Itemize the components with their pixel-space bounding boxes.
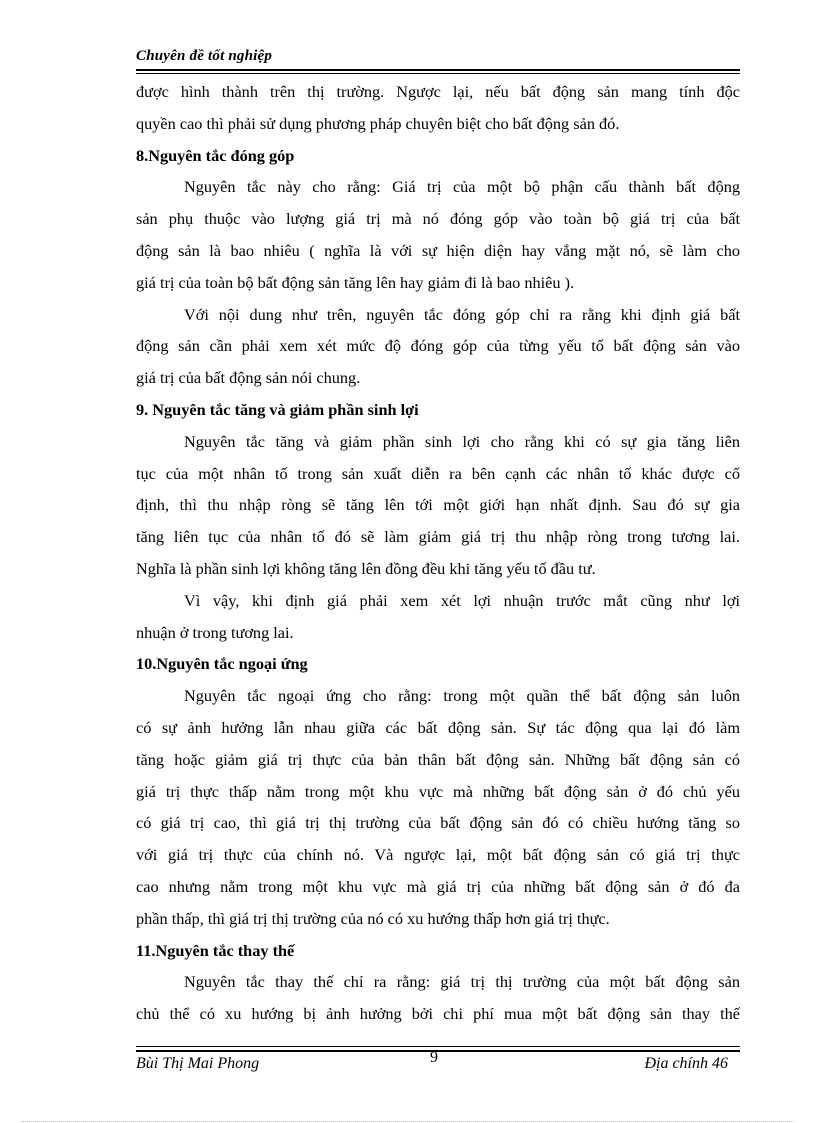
section-heading: 11.Nguyên tắc thay thế [136,940,295,960]
text-line: tăng hoặc giảm giá trị thực của bản thân bất động sản. Những bất động sản có [136,749,740,769]
footer-department: Địa chính 46 [644,1055,728,1072]
text-line: Với nội dung như trên, nguyên tắc đóng góp chỉ ra rằng khi định giá bất [184,304,740,324]
page-bottom-divider [22,1121,794,1122]
text-line: được hình thành trên thị trường. Ngược lại, nếu bất động sản mang tính độc [136,82,740,101]
text-line: động sản là bao nhiêu ( nghĩa là với sự hiện diện hay vắng mặt nó, sẽ làm cho [136,240,740,260]
text-line: Nguyên tắc ngoại ứng cho rằng: trong một quần thể bất động sản luôn [184,686,740,706]
text-line: giá trị của toàn bộ bất động sản tăng lên hay giảm đi là bao nhiêu ). [136,272,575,292]
header-title: Chuyên đề tốt nghiệp [136,48,273,64]
text-line: phần thấp, thì giá trị thị trường của nó có xu hướng thấp hơn giá trị thực. [136,908,610,928]
footer-rule-bottom [136,1050,740,1052]
text-line: Vì vậy, khi định giá phải xem xét lợi nhuận trước mắt cũng như lợi [184,590,740,610]
text-line: Nguyên tắc này cho rằng: Giá trị của một bộ phận cấu thành bất động [184,177,740,197]
page-number: 9 [430,1049,438,1066]
text-line: giá trị của bất động sản nói chung. [136,368,361,388]
footer [136,1049,740,1079]
header-rule-top [136,69,740,71]
header-rule-bottom [136,73,740,74]
text-line: có giá trị cao, thì giá trị thị trường của bất động sản đó có chiều hướng tăng so [136,813,740,833]
section-heading: 8.Nguyên tắc đóng góp [136,145,295,165]
text-line: tục của một nhân tố trong sản xuất diễn ra bên cạnh các nhân tố khác được cố [136,463,740,483]
text-line: định, thì thu nhập ròng sẽ tăng lên tới một giới hạn nhất định. Sau đó sự gia [136,495,740,515]
text-line: có sự ảnh hưởng lẫn nhau giữa các bất động sản. Sự tác động qua lại đó làm [136,717,740,737]
text-line: tăng liên tục của nhân tố đó sẽ làm giảm giá trị thu nhập ròng trong tương lai. [136,527,740,547]
text-line: với giá trị thực của chính nó. Và ngược lại, một bất động sản có giá trị thực [136,845,740,865]
text-line: Nguyên tắc thay thế chỉ ra rằng: giá trị thị trường của một bất động sản [184,972,740,992]
text-line: Nguyên tắc tăng và giảm phần sinh lợi cho rằng khi có sự gia tăng liên [184,431,740,451]
text-line: động sản cần phải xem xét mức độ đóng góp của từng yếu tố bất động sản vào [136,336,740,356]
text-line: quyền cao thì phải sử dụng phương pháp chuyên biệt cho bất động sản đó. [136,113,620,133]
section-heading: 9. Nguyên tắc tăng và giảm phần sinh lợi [136,399,419,419]
text-line: sản phụ thuộc vào lượng giá trị mà nó đóng góp vào toàn bộ giá trị của bất [136,209,740,229]
text-line: Nghĩa là phần sinh lợi không tăng lên đồng đều khi tăng yếu tố đầu tư. [136,558,596,578]
text-line: nhuận ở trong tương lai. [136,622,294,642]
text-line: cao nhưng nằm trong một khu vực mà giá trị của những bất động sản ở đó đa [136,876,740,896]
section-heading: 10.Nguyên tắc ngoại ứng [136,654,308,674]
footer-rule-top [136,1046,740,1047]
footer-author: Bùi Thị Mai Phong [136,1055,260,1072]
text-line: giá trị thực thấp nằm trong một khu vực mà những bất động sản ở đó chủ yếu [136,781,740,801]
text-line: chủ thể có xu hướng bị ảnh hưởng bởi chi phí mua một bất động sản thay thế [136,1004,740,1024]
body-text [136,76,740,1030]
